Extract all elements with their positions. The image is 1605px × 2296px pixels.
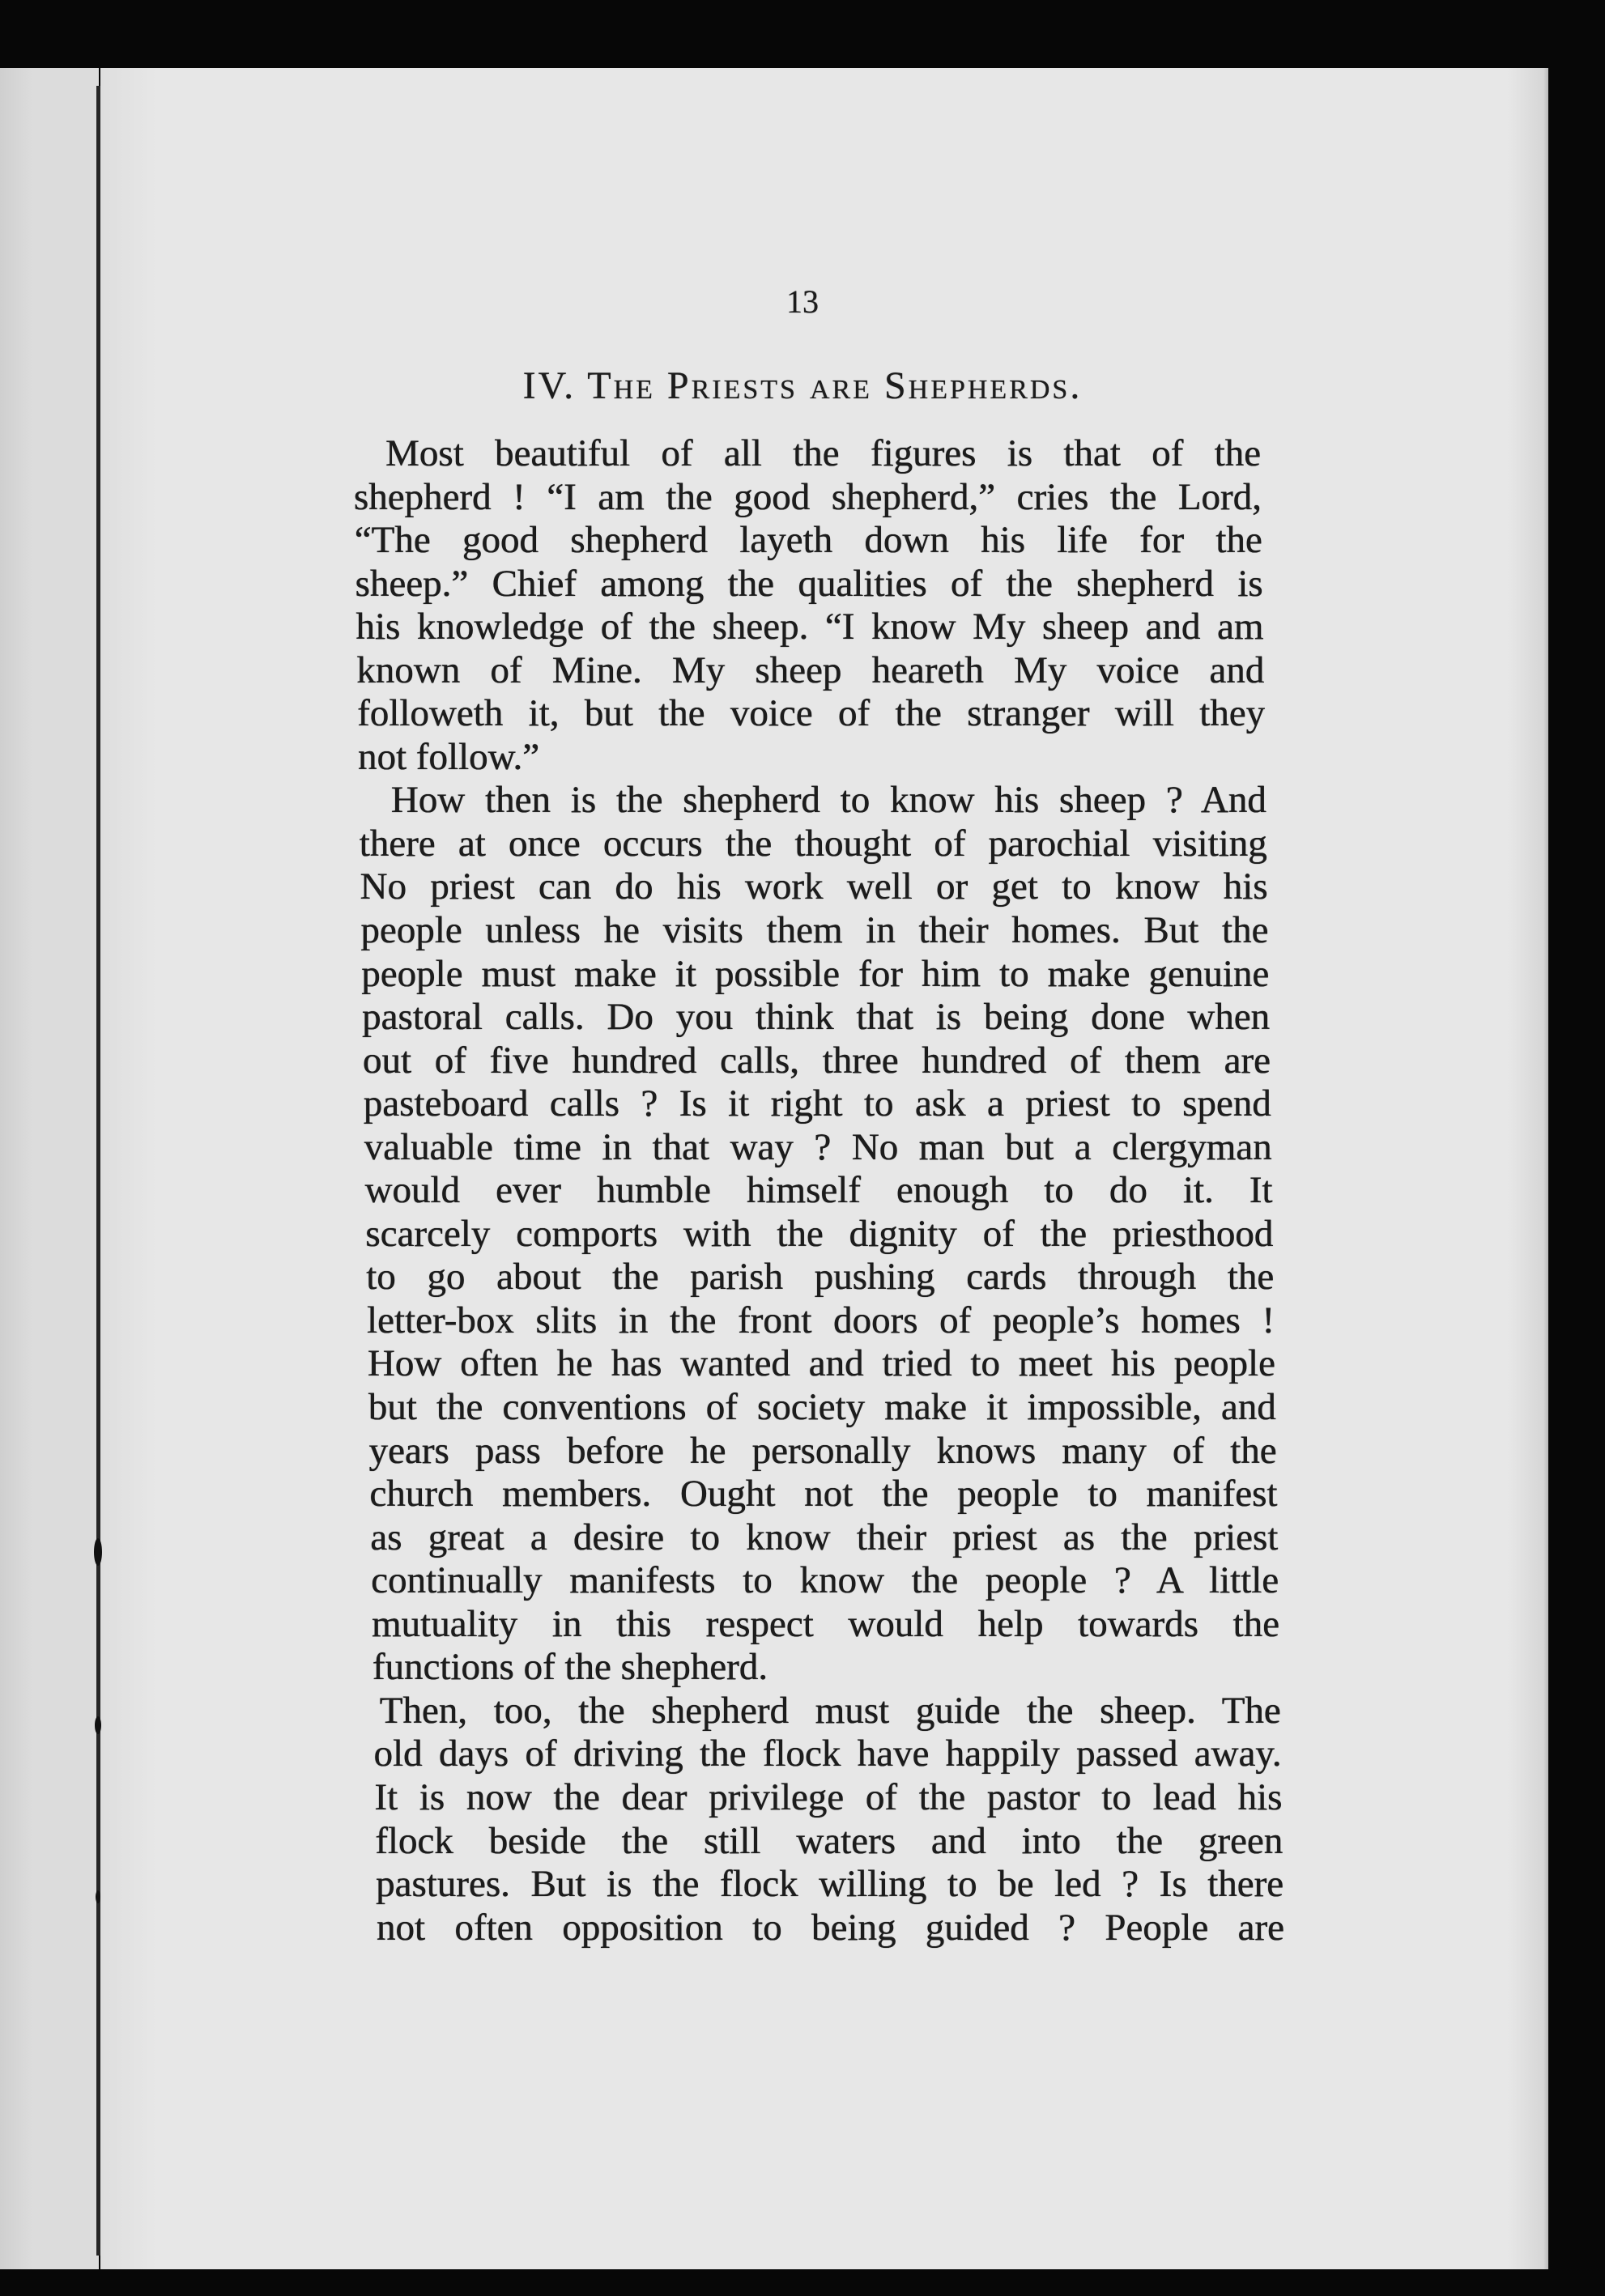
- text-line: church members. Ought not the people to manifest: [369, 1473, 1278, 1516]
- text-line: mutuality in this respect would help towards the: [371, 1602, 1279, 1645]
- text-line: “The good shepherd layeth down his life for the: [354, 519, 1262, 562]
- scan-mark: [96, 1890, 100, 1903]
- text-line: valuable time in that way ? No man but a clergyman: [364, 1125, 1272, 1168]
- text-line: scarcely comports with the dignity of the priesthood: [365, 1212, 1274, 1255]
- text-line: How then is the shepherd to know his sheep ? And: [390, 779, 1267, 822]
- text-line: to go about the parish pushing cards through the: [366, 1256, 1275, 1299]
- text-line: as great a desire to know their priest as the priest: [370, 1516, 1279, 1558]
- page-gutter-line: [96, 86, 100, 2256]
- text-line: pasteboard calls ? Is it right to ask a priest to spend: [363, 1082, 1271, 1125]
- text-line: shepherd ! “I am the good shepherd,” cries the Lord,: [353, 475, 1262, 518]
- text-line: Most beautiful of all the figures is that of the: [385, 432, 1261, 474]
- section-heading: IV. The Priests are Shepherds.: [522, 364, 1083, 407]
- text-line: continually manifests to know the people ? A little: [371, 1559, 1279, 1602]
- text-line: out of five hundred calls, three hundred of them are: [362, 1039, 1271, 1082]
- text-line: flock beside the still waters and into the green: [375, 1819, 1284, 1862]
- scan-mark: [95, 1716, 101, 1734]
- text-line: pastoral calls. Do you think that is being done when: [362, 996, 1271, 1039]
- text-line: but the conventions of society make it impossible, and: [368, 1386, 1276, 1429]
- paragraph: [353, 779, 1279, 1689]
- text-line: old days of driving the flock have happily passed away.: [373, 1733, 1282, 1775]
- text-line: How often he has wanted and tried to meet his people: [367, 1342, 1275, 1385]
- text-line: not often opposition to being guided ? People are: [376, 1906, 1284, 1949]
- text-line: sheep.” Chief among the qualities of the shepherd is: [355, 562, 1263, 605]
- text-line: followeth it, but the voice of the stranger will they: [357, 692, 1266, 735]
- paragraph: [353, 1689, 1284, 1949]
- text-line: would ever humble himself enough to do it. It: [364, 1169, 1273, 1212]
- text-line: people unless he visits them in their homes. But the: [360, 909, 1269, 952]
- text-line: his knowledge of the sheep. “I know My sheep and am: [355, 606, 1264, 648]
- text-line: functions of the shepherd.: [372, 1646, 768, 1689]
- text-line: there at once occurs the thought of parochial visiting: [359, 822, 1267, 865]
- page-number: 13: [786, 283, 819, 320]
- facing-page-edge: [0, 68, 99, 2269]
- text-line: letter-box slits in the front doors of people’s homes !: [367, 1299, 1275, 1341]
- text-line: It is now the dear privilege of the pastor to lead his: [374, 1775, 1283, 1818]
- text-line: years pass before he personally knows many of the: [368, 1429, 1277, 1472]
- scan-mark: [94, 1538, 102, 1566]
- paragraph: [353, 432, 1266, 779]
- text-line: people must make it possible for him to make genuine: [361, 952, 1270, 995]
- text-line: known of Mine. My sheep heareth My voice and: [356, 648, 1265, 691]
- text-line: Then, too, the shepherd must guide the sheep. The: [379, 1689, 1281, 1732]
- text-line: pastures. But is the flock willing to be led ? Is there: [376, 1863, 1284, 1906]
- text-line: No priest can do his work well or get to know his: [360, 865, 1268, 908]
- text-line: not follow.”: [357, 735, 540, 778]
- body-text: [353, 432, 1284, 1949]
